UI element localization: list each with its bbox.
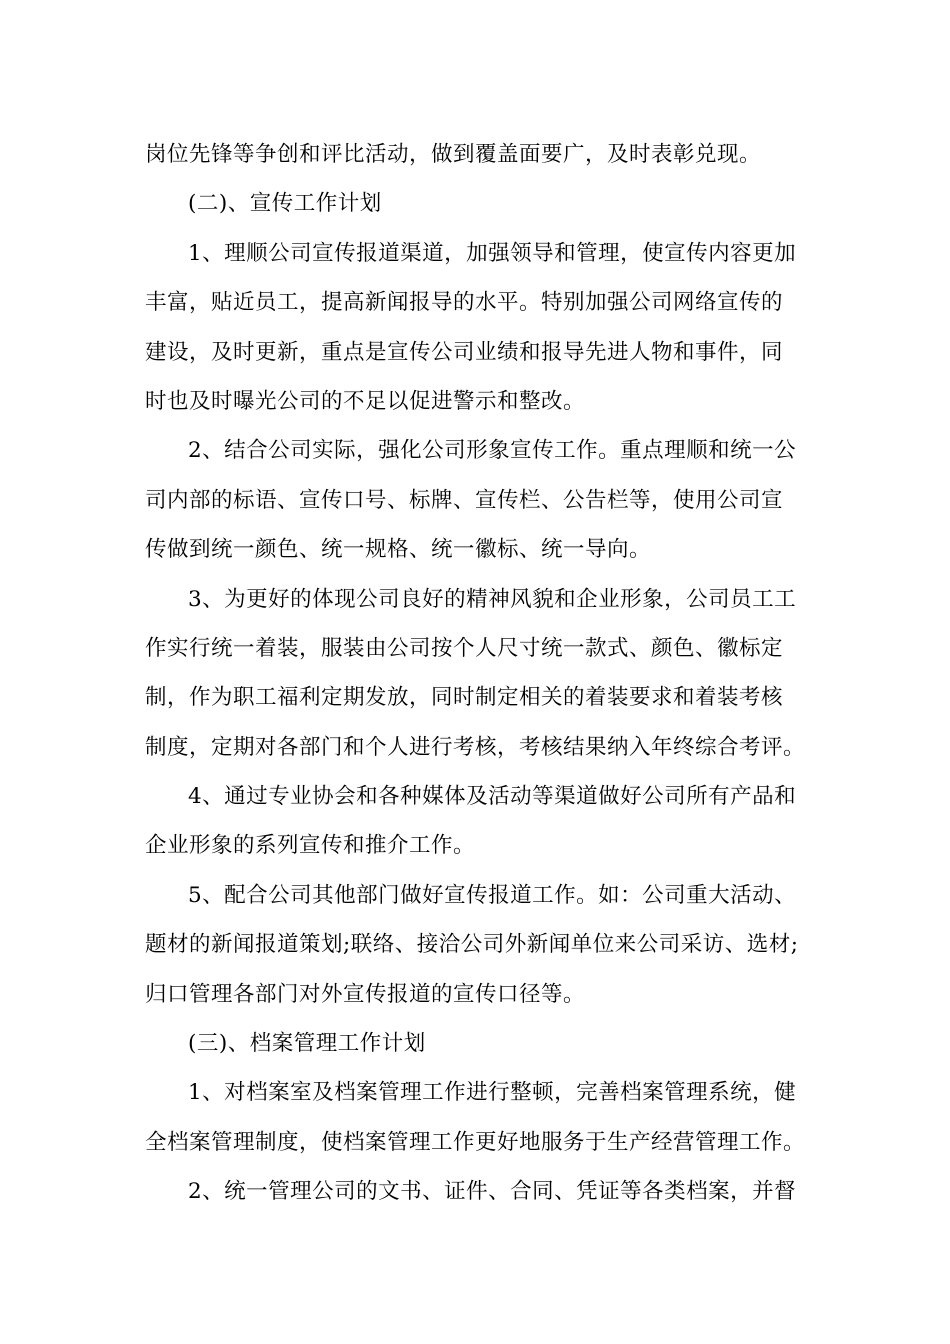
section-heading-publicity: (二)、宣传工作计划	[188, 191, 382, 217]
text-line-21: 全档案管理制度，使档案管理工作更好地服务于生产经营管理工作。	[145, 1129, 806, 1155]
text-line-1: 岗位先锋等争创和评比活动，做到覆盖面要广，及时表彰兑现。	[145, 142, 762, 167]
text-line-7: 2、结合公司实际，强化公司形象宣传工作。重点理顺和统一公	[188, 438, 797, 464]
text-line-22: 2、统一管理公司的文书、证件、合同、凭证等各类档案，并督	[188, 1179, 797, 1205]
text-line-3: 1、理顺公司宣传报道渠道，加强领导和管理，使宣传内容更加	[188, 240, 797, 266]
text-line-8: 司内部的标语、宣传口号、标牌、宣传栏、公告栏等，使用公司宣	[145, 487, 784, 513]
text-line-16: 5、配合公司其他部门做好宣传报道工作。如：公司重大活动、	[188, 882, 797, 908]
text-line-14: 4、通过专业协会和各种媒体及活动等渠道做好公司所有产品和	[188, 784, 797, 810]
document-body	[145, 130, 825, 1217]
text-line-20: 1、对档案室及档案管理工作进行整顿，完善档案管理系统，健	[188, 1080, 797, 1106]
text-line-11: 作实行统一着装，服装由公司按个人尺寸统一款式、颜色、徽标定	[145, 635, 784, 661]
text-line-17: 题材的新闻报道策划;联络、接洽公司外新闻单位来公司采访、选材;	[145, 932, 799, 958]
text-line-13: 制度，定期对各部门和个人进行考核，考核结果纳入年终综合考评。	[145, 734, 806, 760]
section-heading-archives: (三)、档案管理工作计划	[188, 1031, 426, 1057]
text-line-9: 传做到统一颜色、统一规格、统一徽标、统一导向。	[145, 537, 652, 563]
text-line-10: 3、为更好的体现公司良好的精神风貌和企业形象，公司员工工	[188, 586, 797, 612]
text-line-15: 企业形象的系列宣传和推介工作。	[145, 833, 476, 859]
text-line-4: 丰富，贴近员工，提高新闻报导的水平。特别加强公司网络宣传的	[145, 290, 784, 316]
text-line-6: 时也及时曝光公司的不足以促进警示和整改。	[145, 388, 586, 414]
text-line-18: 归口管理各部门对外宣传报道的宣传口径等。	[145, 981, 586, 1007]
text-line-12: 制，作为职工福利定期发放，同时制定相关的着装要求和着装考核	[145, 685, 784, 711]
text-line-5: 建设，及时更新，重点是宣传公司业绩和报导先进人物和事件，同	[145, 339, 784, 365]
